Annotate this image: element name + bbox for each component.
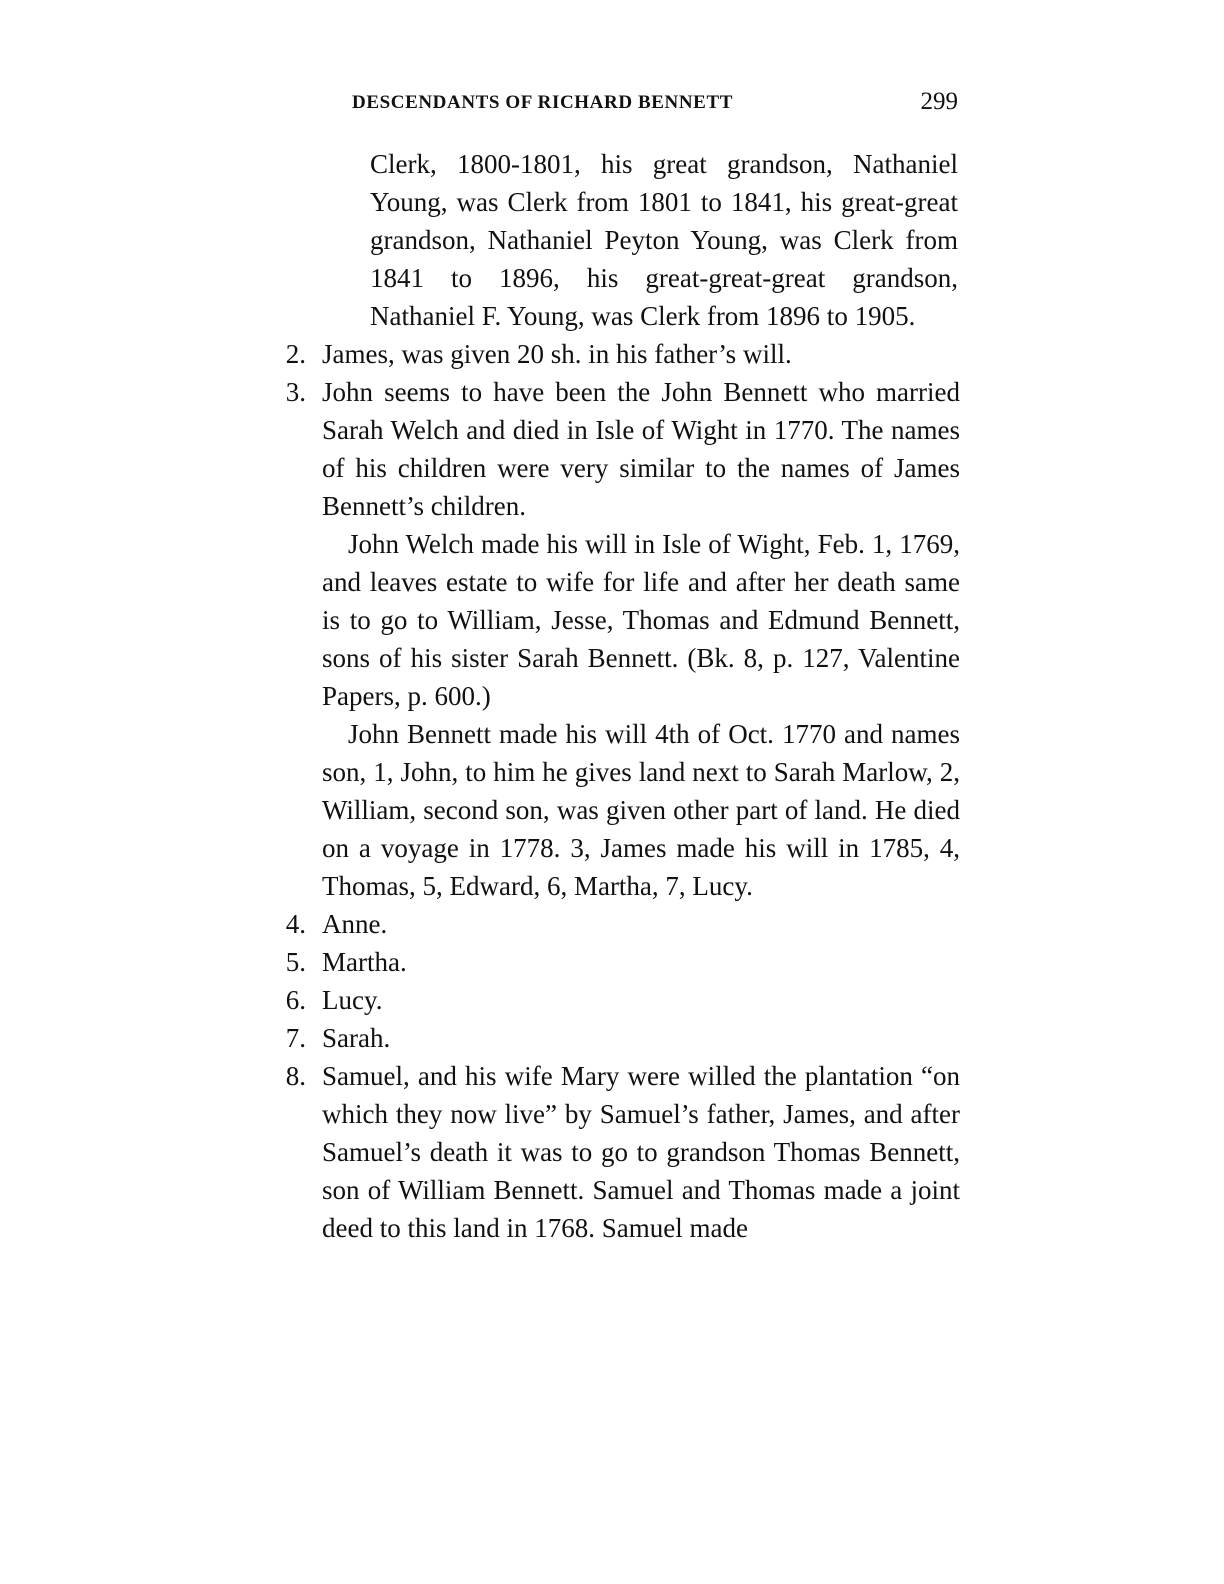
list-item	[285, 335, 960, 373]
running-title: DESCENDANTS OF RICHARD BENNETT	[352, 92, 733, 113]
list-item	[285, 943, 960, 981]
page-number: 299	[920, 88, 958, 115]
item-number: 4.	[285, 909, 306, 939]
list-item	[285, 1019, 960, 1057]
welch-will-paragraph: John Welch made his will in Isle of Wight, Feb. 1, 1769, and leaves estate to wife for life and after her death same is to go to William, Jesse, Thomas and Edmund Bennett, sons of his sister Sarah Bennett. (Bk. 8, p. 127, Valentine Papers, p. 600.)	[322, 529, 960, 711]
item-text: Sarah.	[322, 1023, 391, 1053]
item-number: 3.	[285, 377, 306, 407]
item-text: John seems to have been the John Bennett who married Sarah Welch and died in Isle of Wight in 1770. The names of his children were very similar to the names of James Bennett’s children.	[322, 377, 960, 521]
item-number: 5.	[285, 947, 306, 977]
item-text: James, was given 20 sh. in his father’s will.	[322, 339, 792, 369]
list-item	[285, 373, 960, 525]
list-item	[285, 905, 960, 943]
continuation-paragraph: Clerk, 1800-1801, his great grandson, Nathaniel Young, was Clerk from 1801 to 1841, his great-great grandson, Nathaniel Peyton Young, was Clerk from 1841 to 1896, his great-great-great grandson, Nathaniel F. Young, was Clerk from 1896 to 1905.	[370, 149, 958, 331]
item-text: Samuel, and his wife Mary were willed the plantation “on which they now live” by Samuel’s father, James, and after Samuel’s death it was to go to grandson Thomas Bennett, son of William Bennett. Samuel and Thomas made a joint deed to this land in 1768. Samuel made	[322, 1061, 960, 1243]
item-text: Martha.	[322, 947, 407, 977]
item-number: 7.	[285, 1023, 306, 1053]
item-number: 8.	[285, 1061, 306, 1091]
list-item	[285, 981, 960, 1019]
list-item	[285, 1057, 960, 1247]
item-number: 6.	[285, 985, 306, 1015]
bennett-will-paragraph: John Bennett made his will 4th of Oct. 1770 and names son, 1, John, to him he gives land next to Sarah Marlow, 2, William, second son, was given other part of land. He died on a voyage in 1778. 3, James made his will in 1785, 4, Thomas, 5, Edward, 6, Martha, 7, Lucy.	[322, 719, 960, 901]
page-header	[352, 90, 958, 120]
item-text: Lucy.	[322, 985, 383, 1015]
item-text: Anne.	[322, 909, 388, 939]
body-text	[272, 145, 962, 1247]
item-number: 2.	[285, 339, 306, 369]
